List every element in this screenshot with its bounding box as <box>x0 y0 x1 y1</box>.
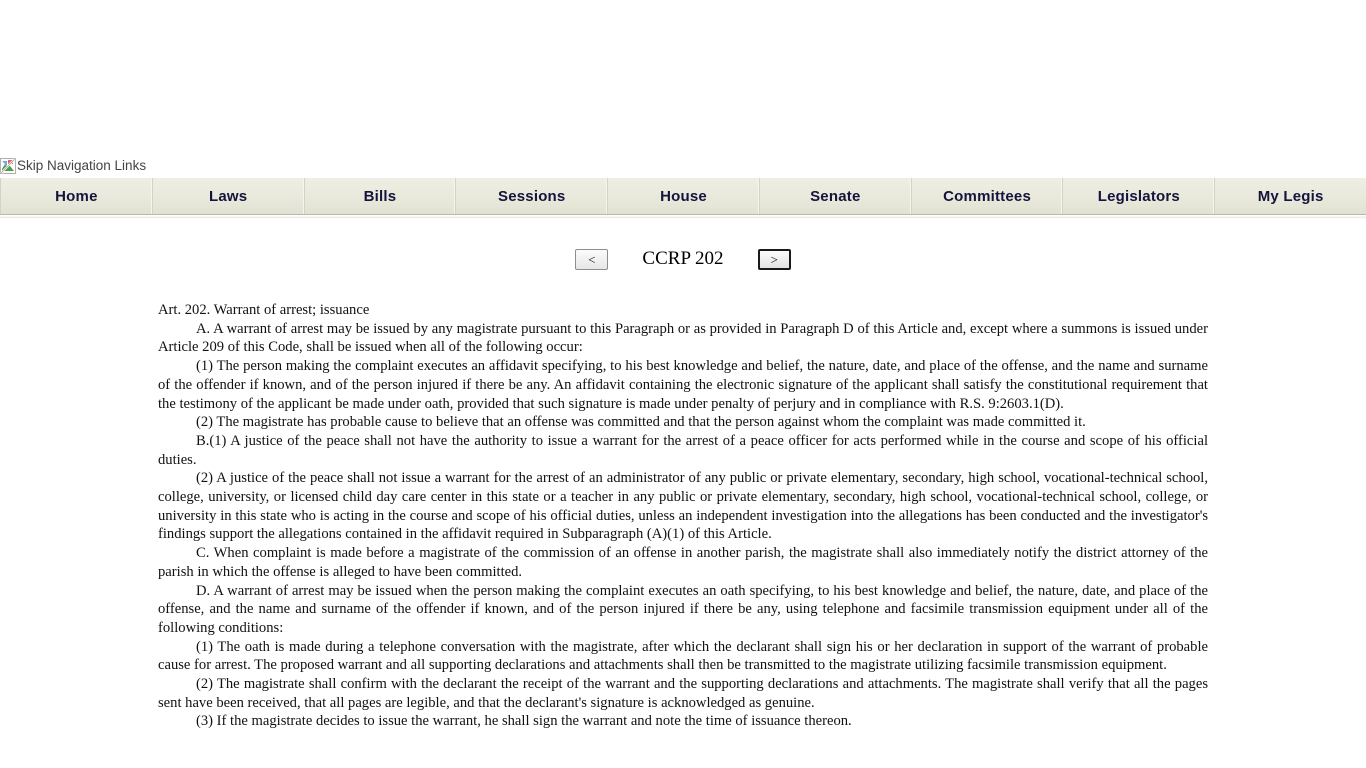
main-navigation-bar <box>0 177 1366 215</box>
article-title: CCRP 202 <box>642 248 724 269</box>
nav-item-house[interactable]: House <box>608 178 760 214</box>
article-paragraph: (1) The oath is made during a telephone conversation with the magistrate, after which the declarant shall sign his or her declaration in support of the warrant of probable cause for arrest. The proposed warrant and all supporting declarations and attachments shall then be transmitted to the magistrate utilizing facsimile transmission equipment. <box>158 638 1208 674</box>
skip-navigation-label: Skip Navigation Links <box>17 158 147 173</box>
article-paragraph: C. When complaint is made before a magistrate of the commission of an offense in another parish, the magistrate shall also immediately notify the district attorney of the parish in which the offense is alleged to have been committed. <box>158 545 1208 580</box>
previous-article-button[interactable]: < <box>575 249 608 270</box>
nav-item-laws[interactable]: Laws <box>153 178 305 214</box>
navbar-bottom-rule <box>0 215 1366 219</box>
skip-navigation-links[interactable] <box>0 155 1366 177</box>
nav-item-my-legis[interactable]: My Legis <box>1257 187 1324 205</box>
article-navigation <box>0 245 1366 273</box>
nav-item-senate[interactable]: Senate <box>760 178 912 214</box>
article-paragraph: A. A warrant of arrest may be issued by any magistrate pursuant to this Paragraph or as provided in Paragraph D of this Article and, except where a summons is issued under Article 209 of this Code, shall be issued when all of the following occur: <box>158 320 1208 356</box>
article-paragraph: (1) The person making the complaint executes an affidavit specifying, to his best knowledge and belief, the nature, date, and place of the offense, and the name and surname of the offender if known, and of the person injured if there be any. An affidavit containing the electronic signature of the applicant shall satisfy the constitutional requirement that the testimony of the applicant be made under oath, provided that such signature is made under penalty of perjury and in compliance with R.S. 9:2603.1(D). <box>158 358 1208 412</box>
next-article-button[interactable]: > <box>758 249 791 270</box>
nav-item-bills[interactable]: Bills <box>305 178 457 214</box>
header-banner-area <box>0 0 1366 155</box>
nav-item-sessions[interactable]: Sessions <box>456 178 608 214</box>
article-paragraph: (3) If the magistrate decides to issue the warrant, he shall sign the warrant and note the time of issuance thereon. <box>196 713 852 730</box>
article-paragraph: (2) The magistrate shall confirm with the declarant the receipt of the warrant and the supporting declarations and attachments. The magistrate shall verify that all the pages sent have been received, that all pages are legible, and that the declarant's signature is acknowledged as genuine. <box>158 676 1208 711</box>
article-paragraph: D. A warrant of arrest may be issued when the person making the complaint executes an oath specifying, to his best knowledge and belief, the nature, date, and place of the offense, and the name and surname of the offender if known, and of the person injured if there be any, using telephone and facsimile transmission equipment under all of the following conditions: <box>158 582 1208 636</box>
nav-item-committees[interactable]: Committees <box>912 178 1064 214</box>
nav-item-home[interactable]: Home <box>0 178 153 214</box>
article-heading: Art. 202. Warrant of arrest; issuance <box>158 302 370 318</box>
article-paragraph: (2) The magistrate has probable cause to believe that an offense was committed and that the person against whom the complaint was made committed it. <box>196 414 1086 431</box>
article-paragraph: B.(1) A justice of the peace shall not have the authority to issue a warrant for the arrest of a peace officer for acts performed while in the course and scope of his official duties. <box>158 432 1208 468</box>
broken-image-icon <box>0 158 16 174</box>
article-text <box>158 273 1208 731</box>
article-paragraph: (2) A justice of the peace shall not issue a warrant for the arrest of an administrator of any public or private elementary, secondary, high school, vocational-technical school, college, university, or licensed child day care center in this state or a teacher in any public or private elementary, secondary, high school, vocational-technical school, college, or university in this state who is acting in the course and scope of his official duties, unless an independent investigation into the allegations has been conducted and the investigator's findings support the allegations contained in the affidavit required in Subparagraph (A)(1) of this Article. <box>158 470 1208 543</box>
nav-item-legislators[interactable]: Legislators <box>1063 178 1215 214</box>
